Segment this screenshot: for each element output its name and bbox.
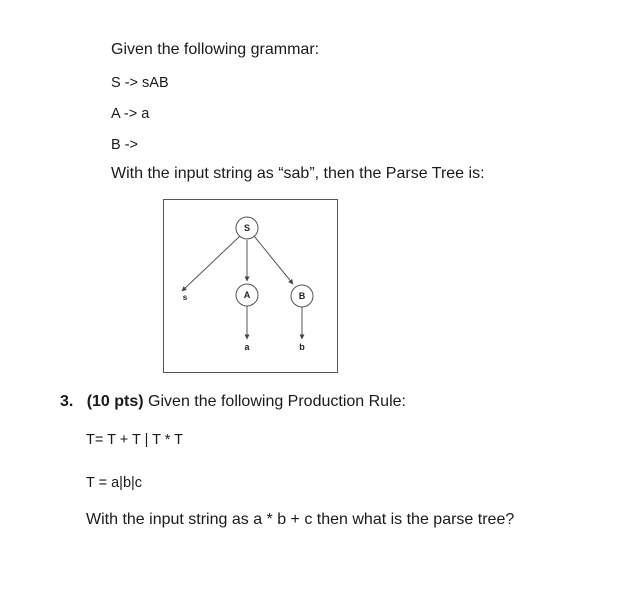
node-a-label: A bbox=[243, 290, 251, 300]
question3-text: With the input string as a * b + c then what is the parse tree? bbox=[86, 511, 515, 528]
leaf-a-label: a bbox=[244, 342, 250, 352]
grammar-rule-s: S -> sAB bbox=[111, 75, 169, 91]
question-points: (10 pts) bbox=[86, 393, 144, 410]
grammar-rule-a: A -> a bbox=[111, 106, 150, 122]
parse-tree-diagram bbox=[164, 200, 339, 374]
question3-heading bbox=[60, 392, 406, 412]
node-s-label: s bbox=[182, 293, 188, 302]
production-rule-1: T= T + T | T * T bbox=[86, 432, 183, 448]
parse-tree-figure bbox=[163, 199, 338, 373]
leaf-b-label: b bbox=[299, 342, 305, 352]
edge-root-to-b bbox=[254, 236, 293, 284]
node-root-label: S bbox=[243, 223, 251, 233]
node-b-label: B bbox=[298, 291, 306, 301]
grammar-rule-b: B -> bbox=[111, 137, 138, 153]
edge-root-to-s bbox=[182, 236, 240, 291]
production-rule-2: T = a|b|c bbox=[86, 475, 143, 491]
question-number: 3. bbox=[60, 393, 74, 410]
question-prompt: Given the following Production Rule: bbox=[148, 393, 406, 410]
parse-tree-question: With the input string as “sab”, then the Parse Tree is: bbox=[111, 165, 485, 182]
intro-text: Given the following grammar: bbox=[111, 41, 320, 58]
